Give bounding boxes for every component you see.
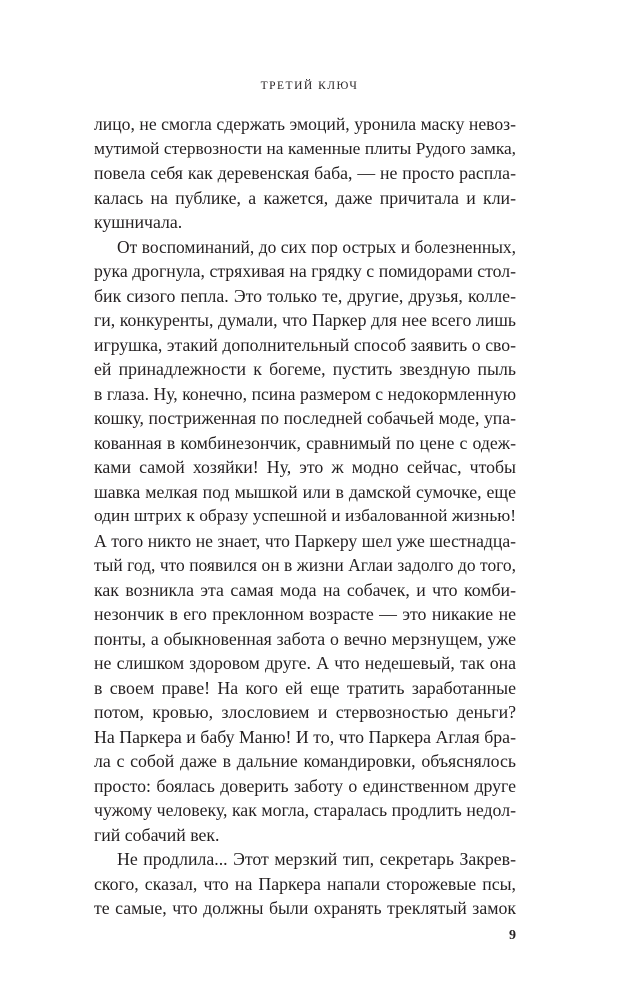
text-line: один штрих к образу успешной и избалованной жизнью! bbox=[94, 506, 516, 525]
paragraph bbox=[94, 112, 516, 235]
page-number: 9 bbox=[509, 928, 516, 943]
text-line: те самые, что должны были охранять треклятый замок bbox=[94, 898, 516, 918]
text-line: тый год, что появился он в жизни Аглаи задолго до того, bbox=[94, 555, 516, 575]
text-line: ги, конкуренты, думали, что Паркер для нее всего лишь bbox=[94, 310, 516, 330]
text-line: калась на публике, а кажется, даже причитала и кли- bbox=[94, 187, 516, 208]
text-line: лицо, не смогла сдержать эмоций, уронила маску невоз- bbox=[94, 114, 516, 134]
text-line: не слишком здоровом друге. А что недешевый, так она bbox=[94, 653, 516, 673]
text-line: От воспоминаний, до сих пор острых и болезненных, bbox=[117, 236, 516, 257]
text-line: в своем праве! На кого ей еще тратить заработанные bbox=[94, 677, 516, 698]
text-line: ками самой хозяйки! Ну, это ж модно сейчас, чтобы bbox=[94, 457, 516, 477]
running-head: ТРЕТИЙ КЛЮЧ bbox=[260, 80, 359, 92]
text-line: ей принадлежности к богеме, пустить звездную пыль bbox=[94, 359, 516, 379]
paragraph bbox=[94, 235, 516, 848]
text-line: просто: боялась доверить заботу о единственном друге bbox=[94, 775, 516, 796]
text-line: шавка мелкая под мышкой или в дамской сумочке, еще bbox=[94, 481, 516, 502]
text-line: Не продлила... Этот мерзкий тип, секретарь Закрев- bbox=[117, 849, 516, 869]
text-line: А того никто не знает, что Паркеру шел уже шестнадца- bbox=[94, 530, 516, 551]
text-line: ла с собой даже в дальние командировки, объяснялось bbox=[94, 751, 516, 771]
body-text bbox=[94, 112, 516, 921]
text-line: кушничала. bbox=[94, 212, 183, 232]
text-line: гий собачий век. bbox=[94, 824, 220, 845]
text-line: кованная в комбинезончик, сравнимый по цене с одеж- bbox=[94, 432, 516, 453]
text-line: чужому человеку, как могла, старалась продлить недол- bbox=[94, 800, 516, 820]
text-line: как возникла эта самая мода на собачек, и что комби- bbox=[94, 579, 516, 600]
text-line: понты, а обыкновенная забота о вечно мерзнущем, уже bbox=[94, 628, 516, 649]
text-line: ского, сказал, что на Паркера напали сторожевые псы, bbox=[94, 873, 516, 894]
text-line: игрушка, этакий дополнительный способ заявить о сво- bbox=[94, 334, 516, 355]
text-line: повела себя как деревенская баба, — не просто распла- bbox=[94, 163, 516, 183]
text-line: бик сизого пепла. Это только те, другие, друзья, колле- bbox=[94, 285, 516, 306]
text-line: потом, кровью, злословием и стервозностью деньги? bbox=[94, 702, 516, 722]
text-line: рука дрогнула, стряхивая на грядку с помидорами стол- bbox=[94, 261, 516, 281]
paragraph bbox=[94, 847, 516, 921]
text-line: в глаза. Ну, конечно, псина размером с недокормленную bbox=[94, 383, 516, 404]
text-line: кошку, постриженная по последней собачьей моде, упа- bbox=[94, 408, 516, 428]
text-line: мутимой стервозности на каменные плиты Рудого замка, bbox=[94, 138, 516, 158]
text-line: На Паркера и бабу Маню! И то, что Паркера Аглая бра- bbox=[94, 726, 516, 747]
text-line: незончик в его преклонном возрасте — это никакие не bbox=[94, 604, 516, 624]
